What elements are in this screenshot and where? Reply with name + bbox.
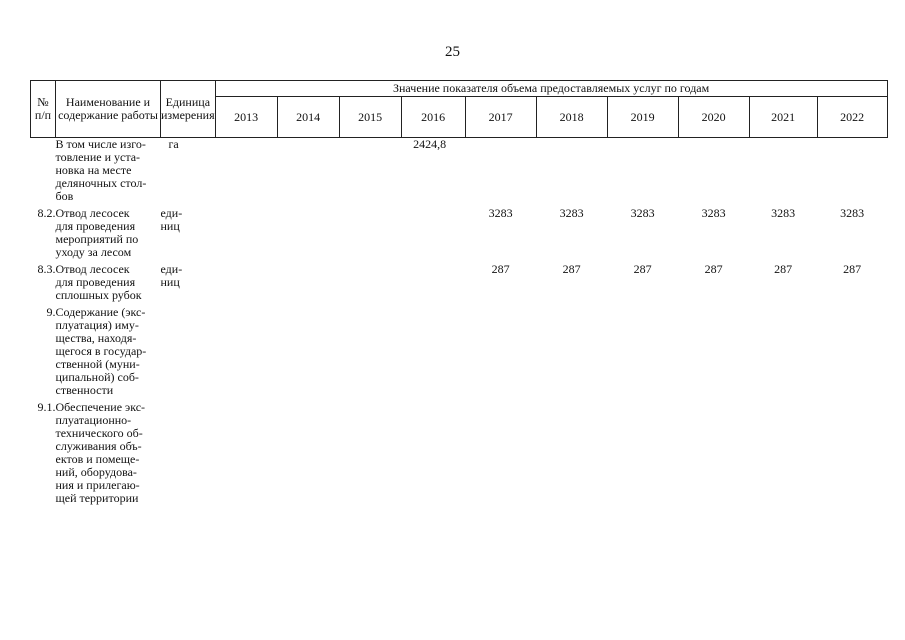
row-value xyxy=(277,401,339,505)
row-value: 287 xyxy=(774,262,793,276)
row-name-line: новка на месте xyxy=(55,163,132,177)
row-value xyxy=(401,207,465,259)
row-value xyxy=(401,263,465,302)
row-value xyxy=(215,401,277,505)
row-name xyxy=(56,401,161,505)
row-value: 3283 xyxy=(771,206,796,220)
row-value xyxy=(536,401,607,505)
row-value: 287 xyxy=(704,262,723,276)
row-unit xyxy=(161,207,216,259)
row-name-line: ципальной) соб- xyxy=(55,370,139,384)
row-name-line: мероприятий по xyxy=(55,232,139,246)
row-value xyxy=(339,207,401,259)
row-value xyxy=(277,207,339,259)
row-value xyxy=(401,306,465,397)
row-value xyxy=(607,138,678,204)
header-year: 2019 xyxy=(607,97,678,138)
row-name xyxy=(56,306,161,397)
row-value: 3283 xyxy=(701,206,726,220)
row-name-line: технического об- xyxy=(55,426,143,440)
row-value xyxy=(339,138,401,204)
row-unit xyxy=(161,263,216,302)
row-value: 3283 xyxy=(488,206,513,220)
row-value xyxy=(215,306,277,397)
table-row xyxy=(31,207,888,259)
row-number: 8.2. xyxy=(37,206,56,220)
row-unit-line: еди- xyxy=(160,206,183,220)
table-row xyxy=(31,138,888,204)
row-name-line: щегося в государ- xyxy=(55,344,147,358)
row-value xyxy=(339,263,401,302)
table-row xyxy=(31,401,888,505)
row-value xyxy=(215,207,277,259)
row-name-line: ектов и помеще- xyxy=(55,452,140,466)
row-unit-line: еди- xyxy=(160,262,183,276)
row-unit xyxy=(161,401,216,505)
row-value: 3283 xyxy=(840,206,865,220)
row-name-line: Отвод лесосек xyxy=(55,262,130,276)
header-num: № п/п xyxy=(31,81,56,138)
header-year: 2016 xyxy=(401,97,465,138)
header-year: 2020 xyxy=(678,97,749,138)
row-value: 287 xyxy=(843,262,862,276)
header-values-group: Значение показателя объема предоставляемых услуг по годам xyxy=(215,81,887,97)
row-number: 8.3. xyxy=(37,262,56,276)
row-value xyxy=(817,138,887,204)
row-value xyxy=(607,306,678,397)
row-name xyxy=(56,138,161,204)
row-value: 3283 xyxy=(559,206,584,220)
row-value xyxy=(678,138,749,204)
row-value xyxy=(749,306,817,397)
row-name-line: для проведения xyxy=(55,219,136,233)
row-unit: га xyxy=(168,137,179,151)
row-name-line: плуатация) иму- xyxy=(55,318,139,332)
row-value xyxy=(277,263,339,302)
row-name-line: щества, находя- xyxy=(55,331,137,345)
row-value: 2424,8 xyxy=(413,137,447,151)
row-value xyxy=(536,306,607,397)
row-value: 287 xyxy=(633,262,652,276)
row-name-line: деляночных стол- xyxy=(55,176,147,190)
row-value xyxy=(817,306,887,397)
row-name-line: сплошных рубок xyxy=(55,288,142,302)
row-name xyxy=(56,207,161,259)
row-value xyxy=(465,401,536,505)
row-unit xyxy=(161,306,216,397)
row-name-line: ния и прилегаю- xyxy=(55,478,140,492)
row-value xyxy=(215,263,277,302)
row-value xyxy=(749,401,817,505)
row-name xyxy=(56,263,161,302)
row-name-line: товление и уста- xyxy=(55,150,141,164)
header-year: 2017 xyxy=(465,97,536,138)
row-value xyxy=(465,306,536,397)
row-name-line: Содержание (экс- xyxy=(55,305,146,319)
row-unit-line: ниц xyxy=(160,275,180,289)
header-unit: Единица измерения xyxy=(161,81,216,138)
row-value xyxy=(678,401,749,505)
row-value xyxy=(401,401,465,505)
row-value: 287 xyxy=(491,262,510,276)
header-year: 2014 xyxy=(277,97,339,138)
row-value xyxy=(339,401,401,505)
row-value: 3283 xyxy=(630,206,655,220)
header-year: 2013 xyxy=(215,97,277,138)
row-name-line: для проведения xyxy=(55,275,136,289)
table-row xyxy=(31,263,888,302)
row-value xyxy=(817,401,887,505)
header-year: 2015 xyxy=(339,97,401,138)
row-name-line: ний, оборудова- xyxy=(55,465,137,479)
header-year: 2021 xyxy=(749,97,817,138)
page-number: 25 xyxy=(445,44,460,60)
row-value xyxy=(749,138,817,204)
row-name-line: Обеспечение экс- xyxy=(55,400,146,414)
row-value xyxy=(339,306,401,397)
services-volume-table xyxy=(30,80,888,505)
header-year: 2022 xyxy=(817,97,887,138)
row-value xyxy=(465,138,536,204)
row-value xyxy=(536,138,607,204)
row-value xyxy=(607,401,678,505)
row-number: 9. xyxy=(46,305,56,319)
row-number: 9.1. xyxy=(37,400,56,414)
row-name-line: Отвод лесосек xyxy=(55,206,130,220)
row-number xyxy=(31,138,56,204)
row-name-line: ственной (муни- xyxy=(55,357,140,371)
row-name-line: В том числе изго- xyxy=(55,137,146,151)
row-unit-line: ниц xyxy=(160,219,180,233)
row-name-line: плуатационно- xyxy=(55,413,132,427)
row-name-line: ственности xyxy=(55,383,114,397)
row-value xyxy=(277,138,339,204)
row-name-line: щей территории xyxy=(55,491,139,505)
row-name-line: служивания объ- xyxy=(55,439,142,453)
row-value xyxy=(215,138,277,204)
table-row xyxy=(31,306,888,397)
row-value: 287 xyxy=(562,262,581,276)
header-name: Наименование и содержание работы xyxy=(56,81,161,138)
header-year: 2018 xyxy=(536,97,607,138)
row-name-line: бов xyxy=(55,189,74,203)
row-value xyxy=(277,306,339,397)
row-name-line: уходу за лесом xyxy=(55,245,132,259)
row-value xyxy=(678,306,749,397)
